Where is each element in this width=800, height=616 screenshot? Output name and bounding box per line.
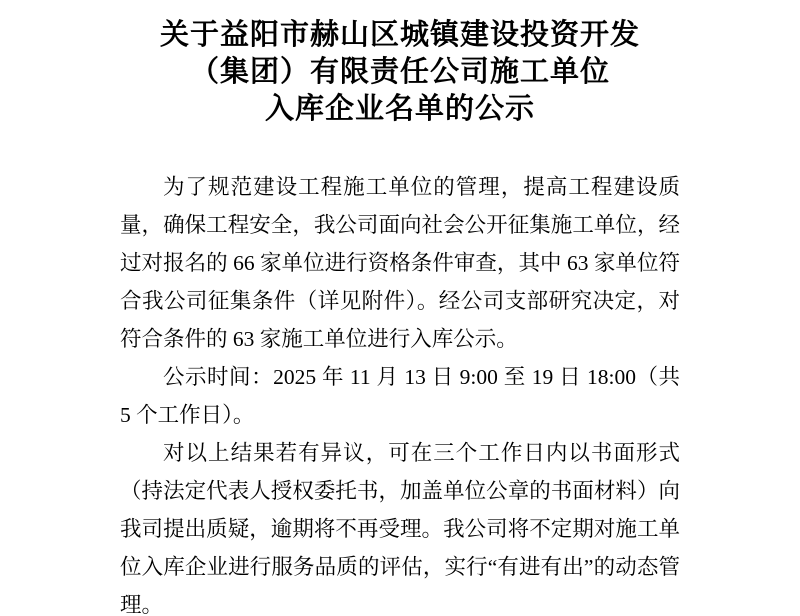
notice-title-line-2: （集团）有限责任公司施工单位 — [189, 56, 610, 88]
notice-paragraph-publicity-period: 公示时间：2025 年 11 月 13 日 9:00 至 19 日 18:00（共 5 个工作日）。 — [120, 365, 680, 427]
notice-title-line-3: 入库企业名单的公示 — [264, 93, 535, 125]
notice-paragraph-intro: 为了规范建设工程施工单位的管理，提高工程建设质量，确保工程安全，我公司面向社会公开征集施工单位，经过对报名的 66 家单位进行资格条件审查，其中 63 家单位符合我公司征集条件（详见附件）。经公司支部研究决定，对符合条件的 63 家施工单位进行入库公示。 — [120, 175, 680, 351]
notice-body — [120, 168, 680, 616]
notice-title-line-1: 关于益阳市赫山区城镇建设投资开发 — [159, 19, 640, 51]
notice-title — [0, 0, 800, 128]
notice-paragraph-objection-procedure: 对以上结果若有异议，可在三个工作日内以书面形式（持法定代表人授权委托书，加盖单位公章的书面材料）向我司提出质疑，逾期将不再受理。我公司将不定期对施工单位入库企业进行服务品质的评估，实行“有进有出”的动态管理。 — [120, 441, 680, 616]
